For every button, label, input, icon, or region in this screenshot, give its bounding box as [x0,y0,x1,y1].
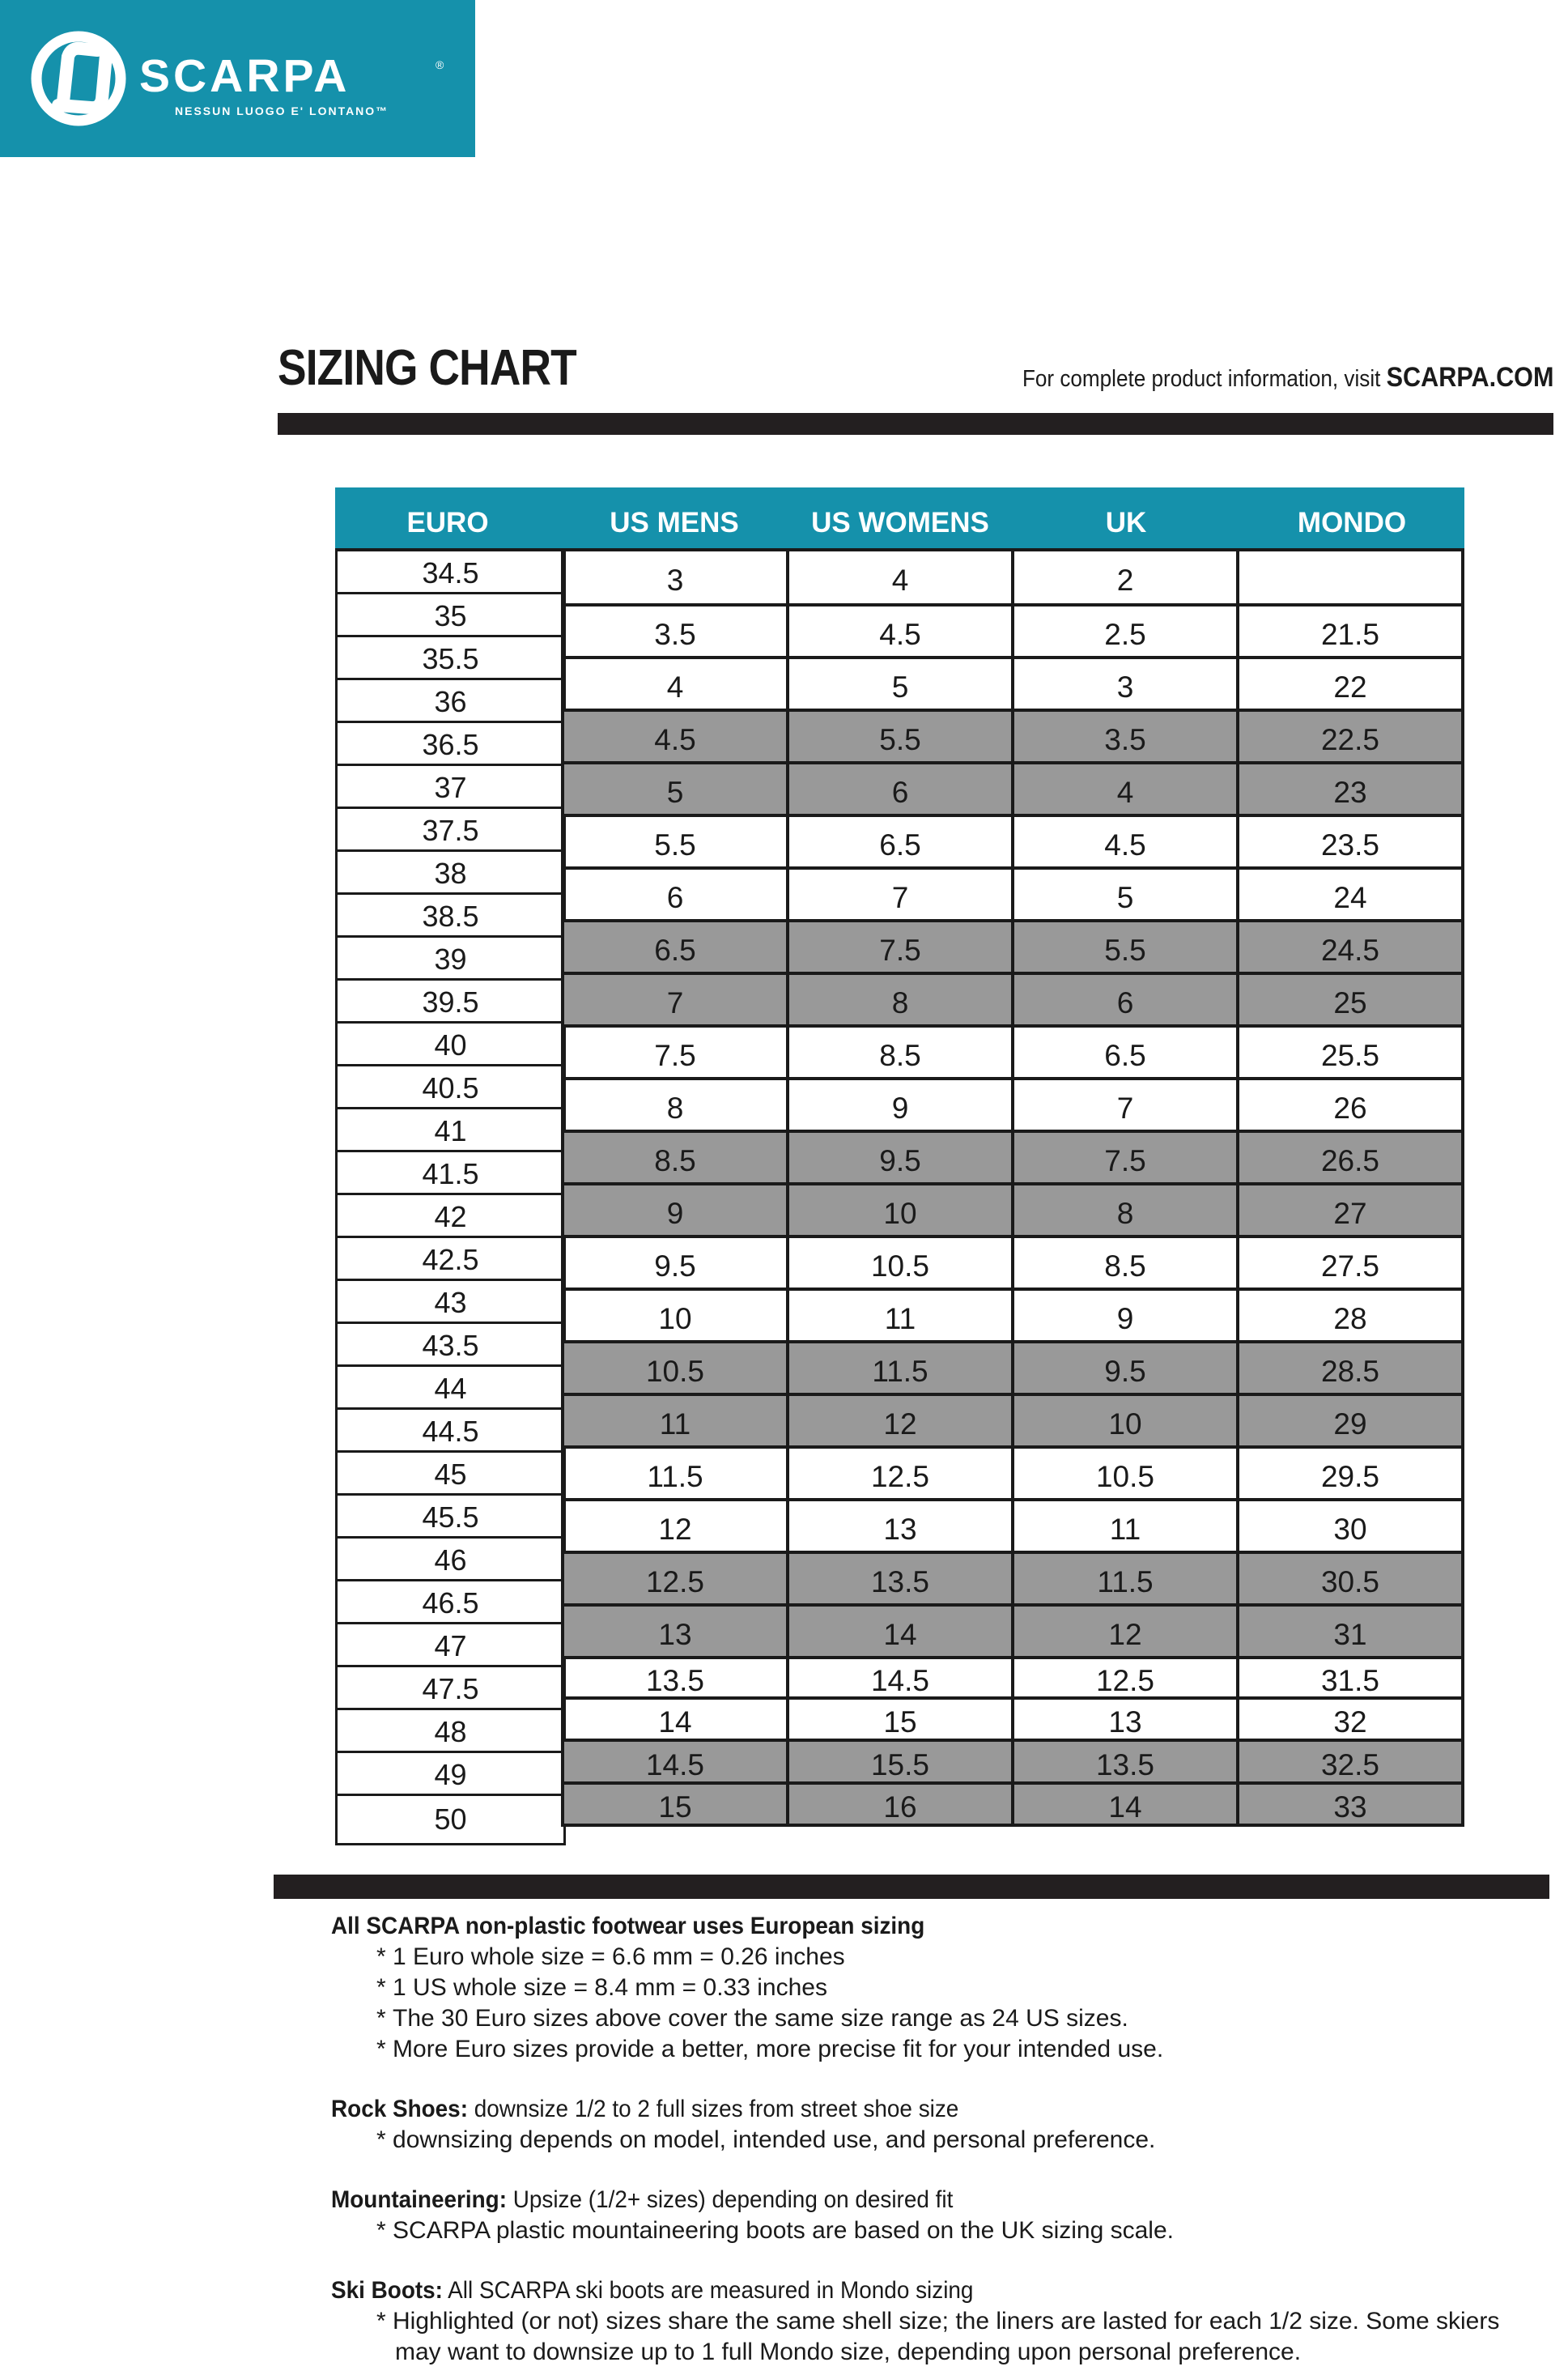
size-cell-mondo: 26 [1239,1080,1464,1133]
table-header [335,487,1464,551]
size-cell-us-mens: 6.5 [561,922,789,975]
column-header-uk: UK [1105,507,1147,538]
table-row [561,1185,1464,1238]
size-cell-us-womens: 6 [789,764,1014,817]
size-cell-uk: 10 [1014,1396,1239,1449]
note-bullet [350,2306,1505,2368]
size-cell-uk: 5.5 [1014,922,1239,975]
size-cell-mondo: 25.5 [1239,1028,1464,1080]
table-row [561,1785,1464,1827]
size-cell-us-womens: 14 [789,1607,1014,1659]
note-bullet [350,2003,1505,2034]
euro-size-cell: 41 [338,1109,563,1152]
euro-size-cell: 34.5 [338,551,563,594]
top-divider [278,413,1553,435]
euro-size-cell: 49 [338,1753,563,1796]
euro-size-cell: 40 [338,1024,563,1066]
size-cell-uk: 13.5 [1014,1742,1239,1785]
page-title: SIZING CHART [278,340,576,396]
size-cell-us-womens: 12 [789,1396,1014,1449]
size-cell-mondo: 33 [1239,1785,1464,1827]
size-cell-us-womens: 5.5 [789,712,1014,764]
size-cell-us-mens: 8 [561,1080,789,1133]
size-cell-mondo: 22.5 [1239,712,1464,764]
size-cell-us-mens: 14 [561,1700,789,1742]
size-cell-mondo: 22 [1239,659,1464,712]
size-cell-us-womens: 15.5 [789,1742,1014,1785]
size-cell-us-womens: 12.5 [789,1449,1014,1501]
notes-euro-section [331,1911,1505,2065]
euro-size-cell: 38.5 [338,895,563,938]
table-row [561,1028,1464,1080]
bullet-glyph: * [376,2126,393,2153]
size-cell-us-mens: 11.5 [561,1449,789,1501]
note-bullet [350,2034,1505,2065]
size-cell-us-womens: 5 [789,659,1014,712]
size-cell-uk: 6 [1014,975,1239,1028]
rock-text: downsize 1/2 to 2 full sizes from street shoe size [467,2096,959,2122]
size-cell-mondo: 31 [1239,1607,1464,1659]
euro-size-cell: 41.5 [338,1152,563,1195]
size-cell-mondo: 28.5 [1239,1343,1464,1396]
size-cell-us-mens: 12 [561,1501,789,1554]
column-header-us-womens: US WOMENS [811,507,989,538]
table-row [561,1659,1464,1700]
bullet-text: 1 Euro whole size = 6.6 mm = 0.26 inches [393,1943,845,1970]
bullet-text: SCARPA plastic mountaineering boots are based on the UK sizing scale. [393,2217,1174,2244]
euro-size-cell: 46 [338,1539,563,1581]
size-cell-us-mens: 3.5 [561,607,789,659]
size-cell-uk: 12 [1014,1607,1239,1659]
note-bullet [350,2215,1505,2246]
bullet-glyph: * [376,2036,393,2062]
size-cell-us-womens: 9.5 [789,1133,1014,1185]
notes-mountaineering-section [331,2185,1505,2246]
table-row [561,712,1464,764]
table-row [561,1080,1464,1133]
euro-size-cell: 47.5 [338,1667,563,1710]
size-cell-mondo: 27 [1239,1185,1464,1238]
size-cell-uk: 9 [1014,1291,1239,1343]
size-cell-uk: 14 [1014,1785,1239,1827]
table-row [561,1396,1464,1449]
size-cell-us-mens: 6 [561,870,789,922]
size-cell-uk: 2.5 [1014,607,1239,659]
note-bullet [350,2125,1505,2156]
size-cell-uk: 3 [1014,659,1239,712]
scarpa-logo [0,0,475,157]
bullet-glyph: * [376,1943,393,1970]
size-cell-us-mens: 4 [561,659,789,712]
size-cell-us-mens: 15 [561,1785,789,1827]
euro-size-cell: 43.5 [338,1324,563,1367]
size-cell-uk: 12.5 [1014,1659,1239,1700]
bullet-text: Highlighted (or not) sizes share the same shell size; the liners are lasted for each 1/2 size. Some skiers may want to downsize up to 1 full Mondo size, depending upon personal preference. [393,2308,1500,2365]
size-cell-us-womens: 6.5 [789,817,1014,870]
euro-size-cell: 46.5 [338,1581,563,1624]
size-cell-us-mens: 5 [561,764,789,817]
bullet-glyph: * [376,2308,393,2335]
size-cell-us-womens: 9 [789,1080,1014,1133]
size-cell-us-womens: 4.5 [789,607,1014,659]
euro-size-cell: 44.5 [338,1410,563,1453]
table-row [561,1501,1464,1554]
euro-size-cell: 44 [338,1367,563,1410]
size-cell-us-mens: 8.5 [561,1133,789,1185]
size-cell-mondo: 26.5 [1239,1133,1464,1185]
size-cell-mondo: 23 [1239,764,1464,817]
size-cell-mondo: 29.5 [1239,1449,1464,1501]
rock-label: Rock Shoes: [331,2096,468,2122]
table-row [561,1238,1464,1291]
notes-euro-heading: All SCARPA non-plastic footwear uses European sizing [331,1913,925,1939]
table-row [561,1742,1464,1785]
column-header-euro: EURO [406,507,489,538]
table-row [561,870,1464,922]
size-cell-uk: 11.5 [1014,1554,1239,1607]
size-cell-us-mens: 10 [561,1291,789,1343]
euro-size-cell: 36 [338,680,563,723]
size-cell-uk: 8.5 [1014,1238,1239,1291]
brand-name: SCARPA [139,50,351,102]
size-cell-us-womens: 13.5 [789,1554,1014,1607]
visit-site-link[interactable]: SCARPA.COM [1386,362,1553,393]
euro-size-cell: 47 [338,1624,563,1667]
bullet-text: The 30 Euro sizes above cover the same size range as 24 US sizes. [393,2005,1128,2032]
size-cell-uk: 7.5 [1014,1133,1239,1185]
bullet-text: downsizing depends on model, intended use, and personal preference. [393,2126,1156,2153]
size-cell-mondo: 32.5 [1239,1742,1464,1785]
bullet-glyph: * [376,2217,393,2244]
table-row [561,1554,1464,1607]
size-cell-us-mens: 14.5 [561,1742,789,1785]
bullet-glyph: * [376,1974,393,2001]
size-cell-us-womens: 8.5 [789,1028,1014,1080]
euro-size-cell: 35.5 [338,637,563,680]
size-cell-mondo: 30 [1239,1501,1464,1554]
euro-size-cell: 50 [338,1796,563,1845]
ski-label: Ski Boots: [331,2277,443,2304]
size-cell-us-womens: 8 [789,975,1014,1028]
table-row [561,1700,1464,1742]
size-cell-uk: 13 [1014,1700,1239,1742]
mountaineering-text: Upsize (1/2+ sizes) depending on desired fit [506,2186,954,2213]
size-cell-mondo: 29 [1239,1396,1464,1449]
size-cell-mondo: 32 [1239,1700,1464,1742]
size-cell-mondo: 25 [1239,975,1464,1028]
table-row [561,1449,1464,1501]
size-cell-us-mens: 11 [561,1396,789,1449]
size-cell-uk: 4.5 [1014,817,1239,870]
table-row [561,975,1464,1028]
size-cell-us-womens: 11.5 [789,1343,1014,1396]
size-cell-us-womens: 10.5 [789,1238,1014,1291]
size-cell-us-womens: 4 [789,551,1014,607]
mountaineering-label: Mountaineering: [331,2186,507,2213]
size-cell-mondo: 23.5 [1239,817,1464,870]
notes-ski-section [331,2275,1505,2368]
table-row [561,1291,1464,1343]
bullet-text: More Euro sizes provide a better, more precise fit for your intended use. [393,2036,1164,2062]
table-row [561,607,1464,659]
column-header-us-mens: US MENS [610,507,739,538]
size-cell-uk: 3.5 [1014,712,1239,764]
size-cell-us-mens: 9 [561,1185,789,1238]
euro-size-cell: 36.5 [338,723,563,766]
bullet-text: 1 US whole size = 8.4 mm = 0.33 inches [393,1974,827,2001]
table-row [561,1343,1464,1396]
euro-size-cell: 42.5 [338,1238,563,1281]
size-cell-us-womens: 7 [789,870,1014,922]
size-cell-mondo: 31.5 [1239,1659,1464,1700]
size-cell-us-mens: 9.5 [561,1238,789,1291]
visit-line [1022,362,1553,394]
size-cell-us-mens: 12.5 [561,1554,789,1607]
size-cell-mondo: 30.5 [1239,1554,1464,1607]
size-cell-uk: 10.5 [1014,1449,1239,1501]
size-cell-uk: 4 [1014,764,1239,817]
size-cell-us-mens: 10.5 [561,1343,789,1396]
ski-text: All SCARPA ski boots are measured in Mondo sizing [442,2277,974,2304]
size-cell-us-womens: 7.5 [789,922,1014,975]
table-row [561,922,1464,975]
size-cell-us-womens: 16 [789,1785,1014,1827]
size-cell-us-mens: 5.5 [561,817,789,870]
euro-size-cell: 45 [338,1453,563,1496]
size-cell-uk: 2 [1014,551,1239,607]
size-cell-us-womens: 15 [789,1700,1014,1742]
euro-size-cell: 48 [338,1710,563,1753]
sizing-notes [331,1911,1505,2368]
size-cell-mondo: 24.5 [1239,922,1464,975]
bullet-glyph: * [376,2005,393,2032]
note-bullet [350,1942,1505,1973]
size-cell-us-womens: 14.5 [789,1659,1014,1700]
size-cell-us-womens: 13 [789,1501,1014,1554]
euro-size-cell: 43 [338,1281,563,1324]
euro-size-cell: 42 [338,1195,563,1238]
euro-size-cell: 35 [338,594,563,637]
bottom-divider [274,1875,1549,1899]
table-row [561,764,1464,817]
euro-size-cell: 45.5 [338,1496,563,1539]
size-cell-uk: 7 [1014,1080,1239,1133]
size-cell-us-mens: 7.5 [561,1028,789,1080]
size-cell-uk: 8 [1014,1185,1239,1238]
euro-size-cell: 37 [338,766,563,809]
euro-size-cell: 38 [338,852,563,895]
euro-size-cell: 39 [338,938,563,981]
euro-size-cell: 39.5 [338,981,563,1024]
size-cell-mondo: 27.5 [1239,1238,1464,1291]
size-cell-uk: 9.5 [1014,1343,1239,1396]
note-bullet [350,1973,1505,2003]
size-cell-us-mens: 13 [561,1607,789,1659]
size-cell-uk: 5 [1014,870,1239,922]
size-cell-us-mens: 3 [561,551,789,607]
registered-mark: ® [436,58,444,71]
table-row [561,1133,1464,1185]
size-cell-mondo: 24 [1239,870,1464,922]
size-cell-mondo: 28 [1239,1291,1464,1343]
size-cell-us-mens: 4.5 [561,712,789,764]
table-row [561,659,1464,712]
visit-prefix: For complete product information, visit [1022,366,1387,392]
table-row [561,1607,1464,1659]
scarpa-emblem-icon [0,0,130,157]
brand-tagline: NESSUN LUOGO E' LONTANO™ [175,104,389,117]
euro-size-cell: 40.5 [338,1066,563,1109]
size-cell-us-womens: 11 [789,1291,1014,1343]
euro-column [335,551,566,1845]
size-cell-uk: 6.5 [1014,1028,1239,1080]
size-cell-mondo [1239,551,1464,607]
size-cell-mondo: 21.5 [1239,607,1464,659]
size-cell-us-womens: 10 [789,1185,1014,1238]
notes-rock-section [331,2094,1505,2156]
size-cell-uk: 11 [1014,1501,1239,1554]
size-cell-us-mens: 13.5 [561,1659,789,1700]
table-row [561,551,1464,607]
size-cell-us-mens: 7 [561,975,789,1028]
column-header-mondo: MONDO [1297,507,1407,538]
euro-size-cell: 37.5 [338,809,563,852]
table-row [561,817,1464,870]
